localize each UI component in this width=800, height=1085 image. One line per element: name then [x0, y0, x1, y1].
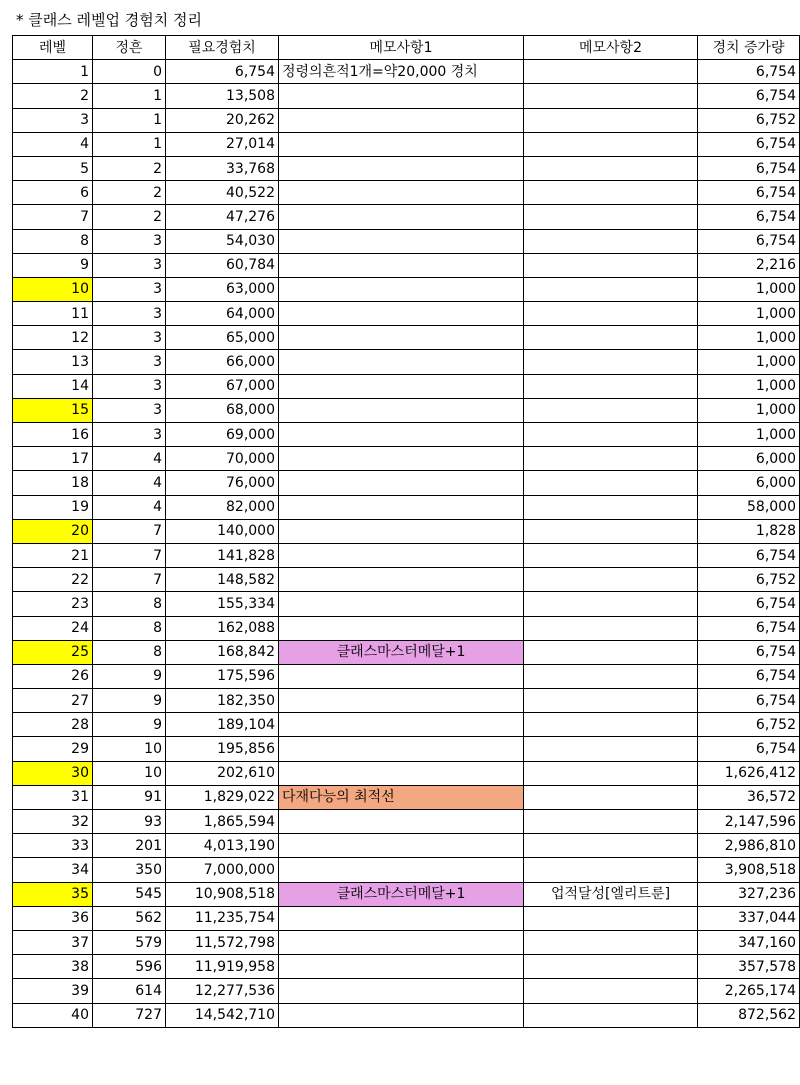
table-row — [13, 834, 800, 858]
cell-memo2[interactable]: 업적달성[엘리트룬] — [524, 882, 698, 906]
cell-required-exp[interactable]: 10,908,518 — [166, 882, 279, 906]
cell-level[interactable]: 30 — [13, 761, 93, 785]
table-row — [13, 302, 800, 326]
cell-exp-increase[interactable]: 327,236 — [698, 882, 800, 906]
cell-memo1[interactable] — [279, 350, 524, 374]
table-row — [13, 277, 800, 301]
cell-level[interactable]: 39 — [13, 979, 93, 1003]
cell-jeongheun[interactable]: 8 — [93, 640, 166, 664]
cell-memo2[interactable] — [524, 181, 698, 205]
table-row — [13, 1003, 800, 1027]
cell-level[interactable]: 27 — [13, 689, 93, 713]
cell-exp-increase[interactable]: 6,754 — [698, 205, 800, 229]
cell-memo1[interactable] — [279, 447, 524, 471]
cell-exp-increase[interactable]: 3,908,518 — [698, 858, 800, 882]
table-row — [13, 785, 800, 809]
table-row — [13, 132, 800, 156]
cell-exp-increase[interactable]: 6,752 — [698, 108, 800, 132]
cell-exp-increase[interactable]: 1,828 — [698, 519, 800, 543]
cell-required-exp[interactable]: 11,919,958 — [166, 955, 279, 979]
cell-exp-increase[interactable]: 1,000 — [698, 423, 800, 447]
cell-memo2[interactable] — [524, 423, 698, 447]
cell-memo1[interactable] — [279, 229, 524, 253]
cell-memo1[interactable] — [279, 689, 524, 713]
cell-memo1[interactable] — [279, 906, 524, 930]
table-row — [13, 471, 800, 495]
cell-jeongheun[interactable]: 1 — [93, 132, 166, 156]
cell-jeongheun[interactable]: 10 — [93, 737, 166, 761]
cell-required-exp[interactable]: 64,000 — [166, 302, 279, 326]
table-row — [13, 108, 800, 132]
cell-exp-increase[interactable]: 1,626,412 — [698, 761, 800, 785]
cell-required-exp[interactable]: 4,013,190 — [166, 834, 279, 858]
cell-required-exp[interactable]: 27,014 — [166, 132, 279, 156]
cell-required-exp[interactable]: 66,000 — [166, 350, 279, 374]
cell-exp-increase[interactable]: 6,754 — [698, 640, 800, 664]
cell-memo1[interactable] — [279, 543, 524, 567]
cell-exp-increase[interactable]: 6,754 — [698, 592, 800, 616]
cell-level[interactable]: 22 — [13, 568, 93, 592]
cell-level[interactable]: 13 — [13, 350, 93, 374]
cell-memo1[interactable] — [279, 277, 524, 301]
cell-required-exp[interactable]: 70,000 — [166, 447, 279, 471]
header-memo1[interactable]: 메모사항1 — [279, 36, 524, 60]
header-required-exp[interactable]: 필요경험치 — [166, 36, 279, 60]
cell-required-exp[interactable]: 60,784 — [166, 253, 279, 277]
cell-level[interactable]: 23 — [13, 592, 93, 616]
cell-jeongheun[interactable]: 2 — [93, 156, 166, 180]
cell-required-exp[interactable]: 1,829,022 — [166, 785, 279, 809]
cell-level[interactable]: 5 — [13, 156, 93, 180]
cell-jeongheun[interactable]: 7 — [93, 543, 166, 567]
cell-memo1[interactable] — [279, 713, 524, 737]
cell-memo1[interactable] — [279, 108, 524, 132]
cell-level[interactable]: 2 — [13, 84, 93, 108]
cell-required-exp[interactable]: 11,572,798 — [166, 930, 279, 954]
cell-memo2[interactable] — [524, 616, 698, 640]
cell-exp-increase[interactable]: 6,754 — [698, 543, 800, 567]
cell-required-exp[interactable]: 54,030 — [166, 229, 279, 253]
cell-jeongheun[interactable]: 3 — [93, 302, 166, 326]
cell-memo2[interactable] — [524, 930, 698, 954]
cell-level[interactable]: 38 — [13, 955, 93, 979]
cell-required-exp[interactable]: 140,000 — [166, 519, 279, 543]
cell-exp-increase[interactable]: 2,986,810 — [698, 834, 800, 858]
cell-memo1[interactable] — [279, 568, 524, 592]
table-row — [13, 447, 800, 471]
cell-level[interactable]: 6 — [13, 181, 93, 205]
cell-memo1[interactable] — [279, 181, 524, 205]
cell-exp-increase[interactable]: 357,578 — [698, 955, 800, 979]
cell-memo1[interactable] — [279, 592, 524, 616]
cell-jeongheun[interactable]: 9 — [93, 689, 166, 713]
cell-memo2[interactable] — [524, 447, 698, 471]
cell-memo2[interactable] — [524, 810, 698, 834]
cell-memo1[interactable]: 다재다능의 최적선 — [279, 785, 524, 809]
cell-level[interactable]: 25 — [13, 640, 93, 664]
cell-level[interactable]: 33 — [13, 834, 93, 858]
table-row — [13, 858, 800, 882]
cell-memo1[interactable] — [279, 398, 524, 422]
cell-required-exp[interactable]: 195,856 — [166, 737, 279, 761]
cell-jeongheun[interactable]: 4 — [93, 447, 166, 471]
header-jeongheun[interactable]: 정흔 — [93, 36, 166, 60]
header-exp-increase[interactable]: 경치 증가량 — [698, 36, 800, 60]
cell-required-exp[interactable]: 168,842 — [166, 640, 279, 664]
cell-jeongheun[interactable]: 562 — [93, 906, 166, 930]
cell-memo1[interactable] — [279, 761, 524, 785]
cell-level[interactable]: 31 — [13, 785, 93, 809]
table-row — [13, 84, 800, 108]
cell-exp-increase[interactable]: 6,000 — [698, 471, 800, 495]
cell-memo2[interactable] — [524, 374, 698, 398]
cell-memo1[interactable] — [279, 471, 524, 495]
table-row — [13, 882, 800, 906]
cell-required-exp[interactable]: 12,277,536 — [166, 979, 279, 1003]
cell-required-exp[interactable]: 1,865,594 — [166, 810, 279, 834]
cell-memo1[interactable] — [279, 495, 524, 519]
cell-exp-increase[interactable]: 58,000 — [698, 495, 800, 519]
table-row — [13, 156, 800, 180]
cell-level[interactable]: 35 — [13, 882, 93, 906]
cell-required-exp[interactable]: 141,828 — [166, 543, 279, 567]
cell-exp-increase[interactable]: 36,572 — [698, 785, 800, 809]
cell-memo2[interactable] — [524, 60, 698, 84]
cell-level[interactable]: 32 — [13, 810, 93, 834]
cell-memo2[interactable] — [524, 84, 698, 108]
cell-level[interactable]: 28 — [13, 713, 93, 737]
cell-memo2[interactable] — [524, 979, 698, 1003]
cell-jeongheun[interactable]: 350 — [93, 858, 166, 882]
cell-required-exp[interactable]: 76,000 — [166, 471, 279, 495]
cell-level[interactable]: 18 — [13, 471, 93, 495]
cell-jeongheun[interactable]: 3 — [93, 423, 166, 447]
cell-jeongheun[interactable]: 93 — [93, 810, 166, 834]
table-row — [13, 616, 800, 640]
cell-memo1[interactable] — [279, 423, 524, 447]
cell-memo2[interactable] — [524, 277, 698, 301]
cell-level[interactable]: 24 — [13, 616, 93, 640]
cell-jeongheun[interactable]: 2 — [93, 205, 166, 229]
cell-memo2[interactable] — [524, 156, 698, 180]
cell-exp-increase[interactable]: 6,754 — [698, 664, 800, 688]
table-row — [13, 253, 800, 277]
table-row — [13, 398, 800, 422]
cell-required-exp[interactable]: 67,000 — [166, 374, 279, 398]
cell-required-exp[interactable]: 20,262 — [166, 108, 279, 132]
cell-memo2[interactable] — [524, 302, 698, 326]
cell-jeongheun[interactable]: 3 — [93, 350, 166, 374]
cell-exp-increase[interactable]: 6,752 — [698, 568, 800, 592]
cell-exp-increase[interactable]: 6,754 — [698, 156, 800, 180]
table-row — [13, 955, 800, 979]
cell-memo2[interactable] — [524, 906, 698, 930]
cell-memo2[interactable] — [524, 640, 698, 664]
cell-memo2[interactable] — [524, 398, 698, 422]
cell-required-exp[interactable]: 11,235,754 — [166, 906, 279, 930]
cell-exp-increase[interactable]: 6,754 — [698, 229, 800, 253]
cell-memo2[interactable] — [524, 592, 698, 616]
cell-jeongheun[interactable]: 8 — [93, 616, 166, 640]
table-row — [13, 737, 800, 761]
cell-memo2[interactable] — [524, 132, 698, 156]
cell-memo2[interactable] — [524, 737, 698, 761]
cell-memo1[interactable] — [279, 156, 524, 180]
cell-exp-increase[interactable]: 1,000 — [698, 277, 800, 301]
cell-memo1[interactable] — [279, 737, 524, 761]
cell-memo2[interactable] — [524, 326, 698, 350]
cell-memo2[interactable] — [524, 205, 698, 229]
table-row — [13, 350, 800, 374]
cell-memo2[interactable] — [524, 689, 698, 713]
cell-jeongheun[interactable]: 9 — [93, 713, 166, 737]
cell-exp-increase[interactable]: 1,000 — [698, 350, 800, 374]
cell-exp-increase[interactable]: 6,000 — [698, 447, 800, 471]
cell-level[interactable]: 36 — [13, 906, 93, 930]
cell-memo2[interactable] — [524, 471, 698, 495]
cell-jeongheun[interactable]: 0 — [93, 60, 166, 84]
cell-jeongheun[interactable]: 4 — [93, 495, 166, 519]
cell-jeongheun[interactable]: 596 — [93, 955, 166, 979]
table-row — [13, 543, 800, 567]
cell-level[interactable]: 11 — [13, 302, 93, 326]
table-row — [13, 60, 800, 84]
table-row — [13, 519, 800, 543]
cell-exp-increase[interactable]: 1,000 — [698, 326, 800, 350]
cell-level[interactable]: 12 — [13, 326, 93, 350]
level-exp-table — [12, 35, 800, 1028]
cell-jeongheun[interactable]: 4 — [93, 471, 166, 495]
table-row — [13, 713, 800, 737]
table-row — [13, 326, 800, 350]
table-row — [13, 592, 800, 616]
cell-memo1[interactable] — [279, 519, 524, 543]
cell-required-exp[interactable]: 63,000 — [166, 277, 279, 301]
cell-jeongheun[interactable]: 3 — [93, 398, 166, 422]
cell-memo1[interactable] — [279, 374, 524, 398]
table-row — [13, 810, 800, 834]
cell-jeongheun[interactable]: 579 — [93, 930, 166, 954]
cell-memo2[interactable] — [524, 1003, 698, 1027]
cell-memo1[interactable] — [279, 664, 524, 688]
cell-jeongheun[interactable]: 201 — [93, 834, 166, 858]
cell-memo1[interactable]: 클래스마스터메달+1 — [279, 882, 524, 906]
table-row — [13, 229, 800, 253]
cell-level[interactable]: 3 — [13, 108, 93, 132]
cell-level[interactable]: 15 — [13, 398, 93, 422]
cell-memo2[interactable] — [524, 858, 698, 882]
table-row — [13, 761, 800, 785]
cell-level[interactable]: 26 — [13, 664, 93, 688]
cell-jeongheun[interactable]: 7 — [93, 568, 166, 592]
cell-memo2[interactable] — [524, 108, 698, 132]
cell-jeongheun[interactable]: 545 — [93, 882, 166, 906]
cell-memo1[interactable] — [279, 1003, 524, 1027]
cell-required-exp[interactable]: 14,542,710 — [166, 1003, 279, 1027]
table-row — [13, 423, 800, 447]
cell-required-exp[interactable]: 7,000,000 — [166, 858, 279, 882]
cell-memo1[interactable] — [279, 834, 524, 858]
cell-memo1[interactable] — [279, 205, 524, 229]
cell-exp-increase[interactable]: 6,752 — [698, 713, 800, 737]
cell-jeongheun[interactable]: 3 — [93, 229, 166, 253]
cell-exp-increase[interactable]: 1,000 — [698, 374, 800, 398]
cell-memo2[interactable] — [524, 834, 698, 858]
cell-memo1[interactable]: 클래스마스터메달+1 — [279, 640, 524, 664]
cell-level[interactable]: 10 — [13, 277, 93, 301]
cell-required-exp[interactable]: 175,596 — [166, 664, 279, 688]
cell-memo2[interactable] — [524, 495, 698, 519]
cell-jeongheun[interactable]: 1 — [93, 108, 166, 132]
cell-exp-increase[interactable]: 6,754 — [698, 60, 800, 84]
cell-jeongheun[interactable]: 614 — [93, 979, 166, 1003]
table-row — [13, 640, 800, 664]
cell-memo2[interactable] — [524, 350, 698, 374]
cell-level[interactable]: 40 — [13, 1003, 93, 1027]
cell-required-exp[interactable]: 33,768 — [166, 156, 279, 180]
cell-memo1[interactable] — [279, 955, 524, 979]
cell-jeongheun[interactable]: 91 — [93, 785, 166, 809]
cell-exp-increase[interactable]: 2,147,596 — [698, 810, 800, 834]
cell-required-exp[interactable]: 162,088 — [166, 616, 279, 640]
table-row — [13, 689, 800, 713]
cell-exp-increase[interactable]: 6,754 — [698, 132, 800, 156]
cell-level[interactable]: 4 — [13, 132, 93, 156]
cell-memo1[interactable] — [279, 302, 524, 326]
table-row — [13, 906, 800, 930]
cell-required-exp[interactable]: 47,276 — [166, 205, 279, 229]
cell-exp-increase[interactable]: 6,754 — [698, 181, 800, 205]
cell-exp-increase[interactable]: 2,216 — [698, 253, 800, 277]
cell-jeongheun[interactable]: 3 — [93, 253, 166, 277]
cell-exp-increase[interactable]: 2,265,174 — [698, 979, 800, 1003]
cell-jeongheun[interactable]: 7 — [93, 519, 166, 543]
cell-memo1[interactable] — [279, 810, 524, 834]
cell-memo2[interactable] — [524, 253, 698, 277]
header-row — [13, 36, 800, 60]
cell-exp-increase[interactable]: 1,000 — [698, 398, 800, 422]
cell-memo2[interactable] — [524, 543, 698, 567]
cell-required-exp[interactable]: 189,104 — [166, 713, 279, 737]
cell-level[interactable]: 19 — [13, 495, 93, 519]
cell-exp-increase[interactable]: 1,000 — [698, 302, 800, 326]
cell-level[interactable]: 20 — [13, 519, 93, 543]
cell-memo2[interactable] — [524, 519, 698, 543]
table-row — [13, 181, 800, 205]
cell-memo1[interactable] — [279, 326, 524, 350]
cell-jeongheun[interactable]: 8 — [93, 592, 166, 616]
cell-exp-increase[interactable]: 347,160 — [698, 930, 800, 954]
cell-jeongheun[interactable]: 10 — [93, 761, 166, 785]
cell-jeongheun[interactable]: 2 — [93, 181, 166, 205]
cell-required-exp[interactable]: 202,610 — [166, 761, 279, 785]
cell-memo1[interactable]: 정령의흔적1개=약20,000 경치 — [279, 60, 524, 84]
cell-required-exp[interactable]: 40,522 — [166, 181, 279, 205]
cell-memo2[interactable] — [524, 229, 698, 253]
cell-level[interactable]: 34 — [13, 858, 93, 882]
cell-level[interactable]: 17 — [13, 447, 93, 471]
cell-required-exp[interactable]: 148,582 — [166, 568, 279, 592]
cell-memo2[interactable] — [524, 955, 698, 979]
cell-level[interactable]: 21 — [13, 543, 93, 567]
cell-required-exp[interactable]: 182,350 — [166, 689, 279, 713]
cell-exp-increase[interactable]: 6,754 — [698, 616, 800, 640]
cell-memo1[interactable] — [279, 616, 524, 640]
cell-required-exp[interactable]: 13,508 — [166, 84, 279, 108]
cell-required-exp[interactable]: 69,000 — [166, 423, 279, 447]
cell-required-exp[interactable]: 82,000 — [166, 495, 279, 519]
cell-required-exp[interactable]: 6,754 — [166, 60, 279, 84]
table-row — [13, 568, 800, 592]
table-row — [13, 495, 800, 519]
cell-level[interactable]: 8 — [13, 229, 93, 253]
cell-jeongheun[interactable]: 3 — [93, 326, 166, 350]
cell-exp-increase[interactable]: 6,754 — [698, 737, 800, 761]
cell-exp-increase[interactable]: 6,754 — [698, 689, 800, 713]
cell-memo1[interactable] — [279, 132, 524, 156]
cell-exp-increase[interactable]: 872,562 — [698, 1003, 800, 1027]
cell-level[interactable]: 37 — [13, 930, 93, 954]
cell-level[interactable]: 9 — [13, 253, 93, 277]
table-row — [13, 930, 800, 954]
cell-memo1[interactable] — [279, 979, 524, 1003]
cell-memo2[interactable] — [524, 568, 698, 592]
cell-jeongheun[interactable]: 3 — [93, 374, 166, 398]
cell-level[interactable]: 1 — [13, 60, 93, 84]
cell-level[interactable]: 14 — [13, 374, 93, 398]
cell-level[interactable]: 29 — [13, 737, 93, 761]
cell-memo1[interactable] — [279, 930, 524, 954]
table-row — [13, 374, 800, 398]
cell-memo1[interactable] — [279, 84, 524, 108]
cell-memo1[interactable] — [279, 253, 524, 277]
cell-required-exp[interactable]: 65,000 — [166, 326, 279, 350]
cell-jeongheun[interactable]: 9 — [93, 664, 166, 688]
cell-exp-increase[interactable]: 337,044 — [698, 906, 800, 930]
cell-required-exp[interactable]: 155,334 — [166, 592, 279, 616]
header-level[interactable]: 레벨 — [13, 36, 93, 60]
cell-jeongheun[interactable]: 3 — [93, 277, 166, 301]
header-memo2[interactable]: 메모사항2 — [524, 36, 698, 60]
cell-exp-increase[interactable]: 6,754 — [698, 84, 800, 108]
table-row — [13, 205, 800, 229]
table-row — [13, 664, 800, 688]
cell-memo2[interactable] — [524, 713, 698, 737]
cell-memo1[interactable] — [279, 858, 524, 882]
cell-level[interactable]: 16 — [13, 423, 93, 447]
sheet-title: * 클래스 레벨업 경험치 정리 — [16, 11, 202, 29]
cell-jeongheun[interactable]: 727 — [93, 1003, 166, 1027]
cell-memo2[interactable] — [524, 664, 698, 688]
table-row — [13, 979, 800, 1003]
cell-level[interactable]: 7 — [13, 205, 93, 229]
cell-memo2[interactable] — [524, 761, 698, 785]
cell-jeongheun[interactable]: 1 — [93, 84, 166, 108]
cell-required-exp[interactable]: 68,000 — [166, 398, 279, 422]
cell-memo2[interactable] — [524, 785, 698, 809]
